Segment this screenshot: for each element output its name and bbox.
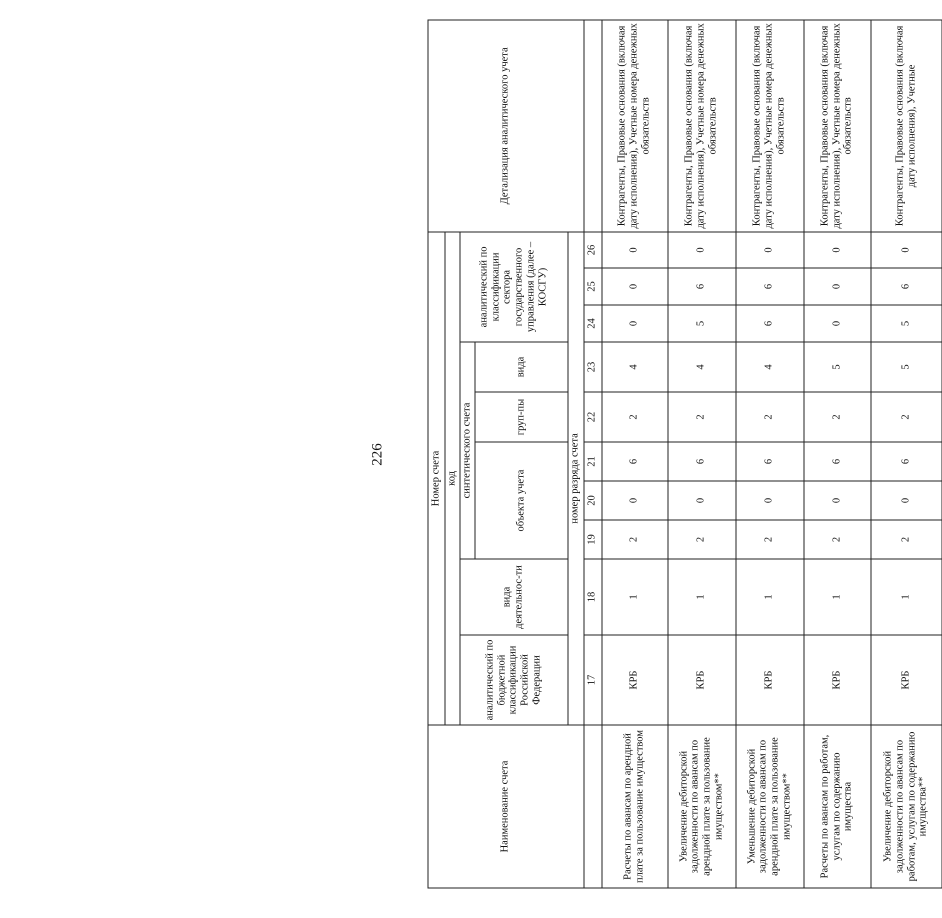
column-number: 25 (583, 268, 601, 305)
column-number-row (583, 19, 601, 887)
column-number: 22 (583, 392, 601, 442)
row-cell: 0 (735, 481, 803, 520)
row-cell: 0 (803, 231, 870, 267)
row-cell: 2 (601, 392, 667, 442)
column-number: 19 (583, 520, 601, 559)
row-cell: 0 (803, 481, 870, 520)
header-analytic-budget: аналитический по бюджетной классификации Российской Федерации (459, 635, 567, 725)
row-cell: КРБ (803, 635, 870, 725)
row-account-name: Увеличение дебиторской задолженности по авансам по арендной плате за пользование имуществом** (667, 725, 735, 888)
row-cell: 6 (870, 442, 941, 481)
column-number: 26 (583, 231, 601, 267)
row-cell: 0 (601, 268, 667, 305)
row-cell: 5 (667, 305, 735, 342)
row-cell: 2 (803, 520, 870, 559)
column-number: 17 (583, 635, 601, 725)
row-cell: 6 (735, 442, 803, 481)
row-cell: 2 (803, 392, 870, 442)
row-cell: 6 (601, 442, 667, 481)
header-code: код (445, 231, 460, 724)
row-cell: 0 (870, 481, 941, 520)
column-number: 23 (583, 342, 601, 392)
row-cell: 1 (870, 559, 941, 635)
row-cell: 0 (667, 481, 735, 520)
row-cell: 2 (667, 520, 735, 559)
row-cell: 2 (601, 520, 667, 559)
header-accounting-object: объекта учета (474, 442, 567, 559)
row-cell: 6 (803, 442, 870, 481)
row-detail: Контрагенты, Правовые основания (включая дату исполнения), Учетные (870, 19, 941, 231)
row-cell: 6 (735, 268, 803, 305)
row-account-name: Увеличение дебиторской задолженности по авансам по работам, услугам по содержанию имущества** (870, 725, 941, 888)
row-cell: 1 (601, 559, 667, 635)
accounts-table (427, 19, 942, 888)
column-number: 21 (583, 442, 601, 481)
header-group: груп-пы (474, 392, 567, 442)
row-detail: Контрагенты, Правовые основания (включая дату исполнения), Учетные номера денежных обязательств (667, 19, 735, 231)
table-row (667, 19, 735, 887)
row-cell: 6 (735, 305, 803, 342)
column-number: 18 (583, 559, 601, 635)
row-cell: 1 (735, 559, 803, 635)
row-cell: 2 (735, 520, 803, 559)
row-cell: 0 (667, 231, 735, 267)
header-account-number: Номер счета (428, 231, 445, 724)
table-row (803, 19, 870, 887)
row-cell: КРБ (735, 635, 803, 725)
header-detail: Детализация аналитического учета (428, 19, 584, 231)
row-cell: КРБ (601, 635, 667, 725)
row-cell: 5 (870, 342, 941, 392)
row-detail: Контрагенты, Правовые основания (включая дату исполнения), Учетные номера денежных обязательств (735, 19, 803, 231)
column-number-blank (583, 19, 601, 231)
row-cell: 2 (667, 392, 735, 442)
row-account-name: Расчеты по авансам по работам, услугам по содержанию имущества (803, 725, 870, 888)
row-cell: 0 (601, 305, 667, 342)
column-number-blank (583, 725, 601, 888)
row-cell: 0 (735, 231, 803, 267)
header-synthetic-account: синтетического счета (459, 342, 474, 559)
row-cell: 0 (870, 231, 941, 267)
row-cell: 6 (667, 268, 735, 305)
row-cell: КРБ (667, 635, 735, 725)
row-cell: 1 (667, 559, 735, 635)
header-activity-type: вида деятельнос-ти (459, 559, 567, 635)
row-cell: 2 (735, 392, 803, 442)
row-detail: Контрагенты, Правовые основания (включая дату исполнения), Учетные номера денежных обязательств (803, 19, 870, 231)
row-detail: Контрагенты, Правовые основания (включая дату исполнения), Учетные номера денежных обязательств (601, 19, 667, 231)
header-kind: вида (474, 342, 567, 392)
row-cell: 5 (803, 342, 870, 392)
header-account-name: Наименование счета (428, 725, 584, 888)
table-row (870, 19, 941, 887)
row-account-name: Расчеты по авансам по арендной плате за пользование имуществом (601, 725, 667, 888)
page-number: 226 (369, 442, 385, 466)
header-analytic-kosgu: аналитический по классификации сектора государственного управления (далее – КОСГУ) (459, 231, 567, 341)
table-row (601, 19, 667, 887)
header-digit-number: номер разряда счета (567, 231, 583, 724)
table-row (735, 19, 803, 887)
rotated-table-wrapper (369, 20, 942, 888)
row-cell: 5 (870, 305, 941, 342)
row-cell: 4 (601, 342, 667, 392)
row-cell: 0 (803, 305, 870, 342)
row-cell: 0 (803, 268, 870, 305)
column-number: 24 (583, 305, 601, 342)
row-cell: 1 (803, 559, 870, 635)
column-number: 20 (583, 481, 601, 520)
row-cell: 0 (601, 481, 667, 520)
row-cell: 6 (667, 442, 735, 481)
row-cell: 0 (601, 231, 667, 267)
row-cell: 2 (870, 520, 941, 559)
row-cell: 6 (870, 268, 941, 305)
row-cell: 4 (735, 342, 803, 392)
row-cell: КРБ (870, 635, 941, 725)
row-cell: 2 (870, 392, 941, 442)
row-cell: 4 (667, 342, 735, 392)
row-account-name: Уменьшение дебиторской задолженности по авансам по арендной плате за пользование имуществом** (735, 725, 803, 888)
header-row-1 (428, 19, 445, 887)
